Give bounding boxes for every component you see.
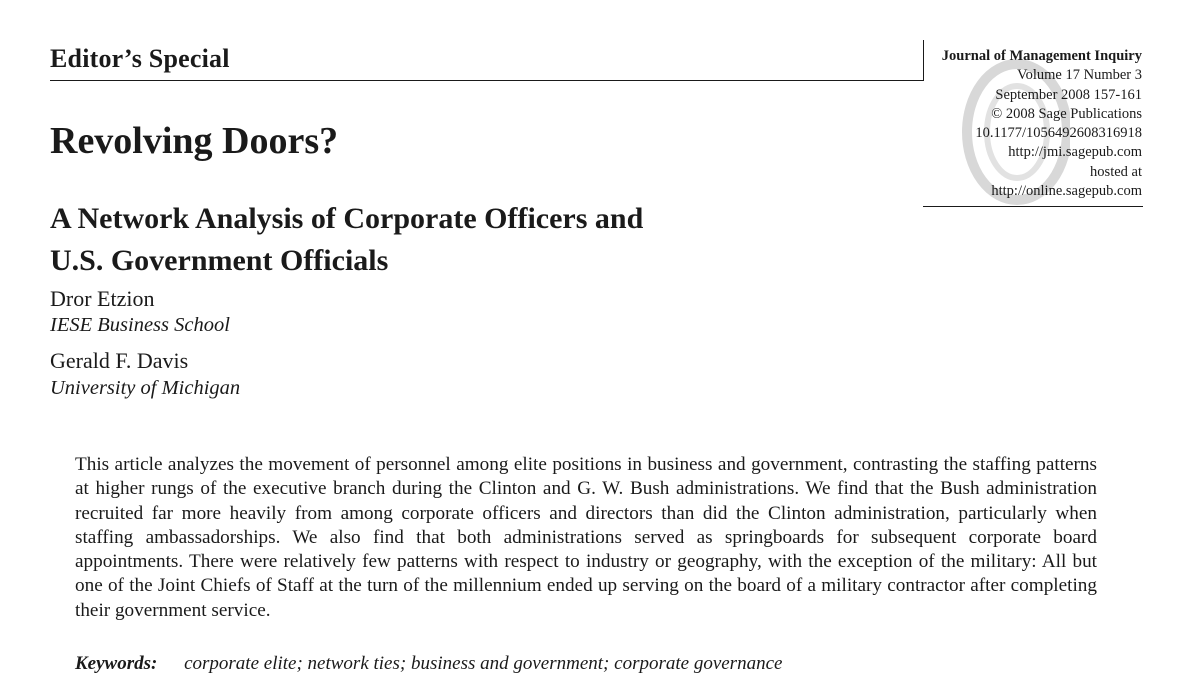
journal-date-pages: September 2008 157-161 (995, 86, 1142, 103)
author-affiliation: University of Michigan (50, 377, 241, 399)
article-title: Revolving Doors? (50, 120, 339, 162)
author-affiliation: IESE Business School (50, 314, 230, 336)
author-name: Dror Etzion (50, 286, 155, 311)
journal-url[interactable]: http://jmi.sagepub.com (1008, 144, 1142, 161)
keywords-list: corporate elite; network ties; business and government; corporate governance (184, 653, 783, 674)
journal-doi: 10.1177/1056492608316918 (975, 125, 1142, 142)
keywords (75, 653, 782, 675)
article-subtitle-line1: A Network Analysis of Corporate Officers and (50, 202, 644, 235)
abstract: This article analyzes the movement of personnel among elite positions in business and government, contrasting the staffing patterns at higher rungs of the executive branch during the Clinton and G. W. Bush administrations. We find that the Bush administration recruited far more heavily from among corporate officers and directors than did the Clinton administration, particularly when staffing ambassadorships. We also find that both administrations served as springboards for subsequent corporate board appointments. There were relatively few patterns with respect to industry or geography, with the exception of the military: All but one of the Joint Chiefs of Staff at the turn of the millennium ended up serving on the board of a military contractor after completing their government service. (75, 454, 1097, 621)
journal-copyright: © 2008 Sage Publications (991, 105, 1142, 122)
article-subtitle-line2: U.S. Government Officials (50, 244, 389, 277)
section-label: Editor’s Special (50, 44, 230, 73)
journal-box-rule (923, 206, 1143, 207)
journal-name: Journal of Management Inquiry (941, 48, 1142, 64)
keywords-label: Keywords: (75, 653, 158, 674)
journal-host-url[interactable]: http://online.sagepub.com (991, 183, 1142, 200)
article-subtitle (50, 198, 770, 282)
author-name: Gerald F. Davis (50, 348, 189, 373)
journal-info (882, 47, 1142, 201)
header-rule (50, 80, 923, 81)
journal-hosted-label: hosted at (1090, 163, 1142, 180)
journal-volume: Volume 17 Number 3 (1017, 67, 1142, 84)
